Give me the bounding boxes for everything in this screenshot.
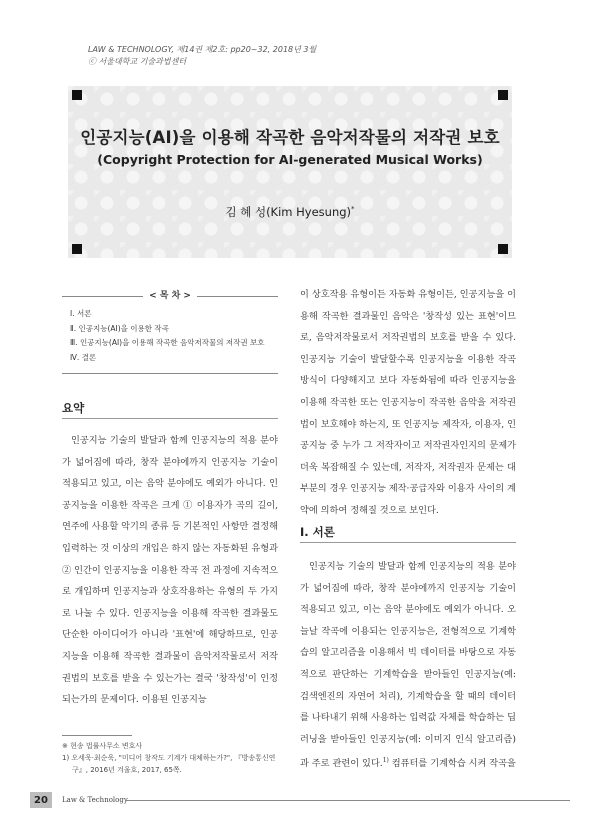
- footnote-author: ※ 현송 법률사무소 변호사: [62, 742, 143, 750]
- paper-title-korean: 인공지능(AI)을 이용해 작곡한 음악저작물의 저작권 보호: [80, 128, 500, 147]
- abstract-text: [62, 430, 278, 711]
- page-footer: [30, 792, 128, 808]
- abstract-continuation: 이 상호작용 유형이든 자동화 유형이든, 인공지능을 이용해 작곡한 결과물인 음악은 '창작성 있는 표현'이므로, 음악저작물로서 저작권법의 보호를 받을 수 있다. 인공지능 기술이 발달할수록 인공지능을 이용한 작곡 방식이 다양해지고 보다 자동화됨에 따라 인공지능을 이용해 작곡한 또는 인공지능이 작곡한 음악을 저작권법이 보호해야 하는지, 또 인공지능 제작자, 이용자, 인공지능 중 누가 그 저작자이고 저작권자인지의 문제가 더욱 복잡해질 수 있는데, 저작자, 저작권자 문제는 대부분의 경우 인공지능 제작·공급자와 이용자 사이의 계약에 의하여 정해질 것으로 보인다.: [300, 289, 516, 516]
- toc-list: [62, 297, 278, 365]
- toc-item: Ⅳ. 결론: [70, 352, 97, 362]
- corner-mark: [72, 244, 82, 254]
- footer-journal-name: Law & Technology: [62, 796, 128, 804]
- footnotes: [62, 740, 282, 776]
- abstract-body: 인공지능 기술의 발달과 함께 인공지능의 적용 분야가 넓어짐에 따라, 창작 분야에까지 인공지능 기술이 적용되고 있고, 이는 음악 분야에도 예외가 아니다. 인공지능을 이용한 작곡은 크게 ① 이용자가 곡의 길이, 연주에 사용할 악기의 종류 등 기본적인 사항만 결정해 입력하는 것 이상의 개입은 하지 않는 자동화된 유형과 ② 인간이 인공지능을 이용한 작곡 전 과정에 지속적으로 개입하며 인공지능과 상호작용하는 유형의 두 가지로 나눌 수 있다. 인공지능을 이용해 작곡한 결과물도 단순한 아이디어가 아니라 '표현'에 해당하므로, 인공지능을 이용해 작곡한 결과물이 음악저작물로서 저작권법의 보호를 받을 수 있는가는 결국 '창작성'이 인정되는가의 문제이다. 이용된 인공지능: [62, 435, 279, 706]
- toc-heading: < 목 차 >: [143, 291, 197, 301]
- abstract-heading: 요약: [62, 401, 85, 415]
- journal-citation: LAW & TECHNOLOGY, 제14권 제2호: pp20~32, 2018년 3월: [88, 45, 317, 54]
- journal-header: [88, 44, 316, 68]
- toc-item: Ⅱ. 인공지능(AI)을 이용한 작곡: [70, 323, 169, 333]
- toc-item: Ⅲ. 인공지능(AI)을 이용해 작곡한 음악저작물의 저작권 보호: [70, 338, 265, 347]
- page-number: 20: [30, 792, 52, 808]
- copyright-line: ⓒ 서울대학교 기술과법센터: [88, 57, 187, 66]
- paper-title-english: (Copyright Protection for AI-generated Musical Works): [97, 152, 483, 167]
- corner-mark: [498, 90, 508, 100]
- corner-mark: [72, 90, 82, 100]
- toc-item: Ⅰ. 서론: [70, 309, 92, 318]
- footnote-1: 1) 오세욱·최순욱, "미디어 창작도 기계가 대체하는가?", 『방송통신연구』, 2016년 겨울호, 2017, 65쪽.: [62, 754, 276, 774]
- introduction-body: 인공지능 기술의 발달과 함께 인공지능의 적용 분야가 넓어짐에 따라, 창작 분야에까지 인공지능 기술이 적용되고 있고, 이는 음악 분야에도 예외가 아니다. 오늘날 작곡에 이용되는 인공지능은, 전형적으로 기계학습의 알고리즘을 이용해서 빅 데이터를 바탕으로 자동적으로 판단하는 기계학습을 받아들인 인공지능(예: 검색엔진의 자연어 처리), 기계학습을 할 때의 데이터를 나타내기 위해 사용하는 입력값 자체를 학습하는 딥러닝을 받아들인 인공지능(예: 이미지 인식 알고리즘)과 주로 관련이 있다.: [300, 561, 516, 770]
- introduction-text: [300, 556, 516, 775]
- table-of-contents: [62, 291, 278, 374]
- author-name: 김 혜 성(Kim Hyesung): [225, 205, 352, 219]
- author-footnote-mark: *: [351, 205, 355, 214]
- footer-rule: [125, 800, 570, 801]
- title-block: [68, 86, 512, 258]
- footnote-divider: [62, 735, 132, 736]
- introduction-body-continued: 컴퓨터를 기계학습 시켜 작곡을: [388, 758, 516, 770]
- section-heading-introduction: Ⅰ. 서론: [300, 525, 335, 539]
- author-line: [68, 204, 512, 220]
- footnote-reference: 1): [382, 757, 389, 765]
- corner-mark: [498, 244, 508, 254]
